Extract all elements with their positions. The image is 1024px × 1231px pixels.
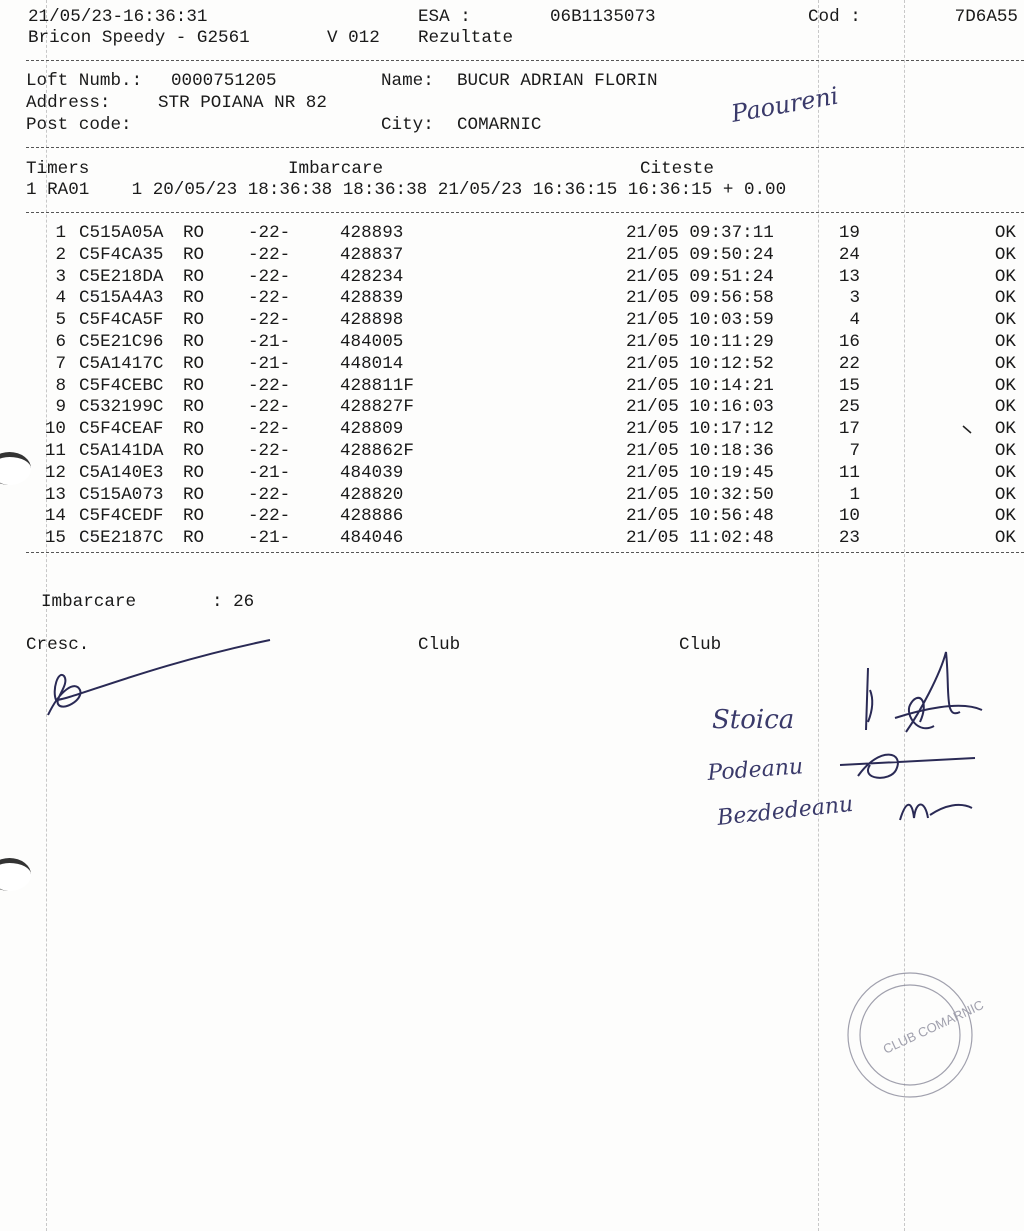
cell-year: -22-: [248, 266, 291, 287]
cell-position: 24: [838, 244, 860, 265]
postcode-label: Post code:: [26, 115, 132, 135]
cell-country: RO: [183, 441, 205, 461]
cell-chip: C515A4A3: [79, 288, 164, 309]
cell-year: -22-: [248, 419, 291, 440]
cell-ring: 428839: [340, 288, 404, 309]
cell-arrival: 21/05 09:56:58: [626, 288, 774, 309]
cell-no: 9: [55, 397, 66, 418]
cell-position: 1: [849, 484, 860, 505]
cell-no: 10: [44, 419, 66, 440]
cell-country: RO: [183, 506, 205, 527]
cell-ring: 428898: [340, 310, 404, 331]
cell-arrival: 21/05 10:17:12: [626, 419, 774, 440]
cell-position: 19: [838, 223, 860, 243]
cell-arrival: 21/05 10:11:29: [626, 332, 774, 352]
cell-status: OK: [994, 353, 1016, 374]
cell-arrival: 21/05 10:32:50: [626, 484, 774, 505]
cell-chip: C5E218DA: [79, 266, 164, 287]
club-stamp: [848, 973, 986, 1097]
header-cod-value: 7D6A55: [954, 7, 1018, 27]
cell-ring: 428827F: [340, 397, 414, 418]
header-program: Bricon Speedy - G2561: [28, 28, 250, 48]
cell-position: 22: [838, 353, 860, 374]
cell-no: 5: [55, 310, 66, 331]
cell-no: 4: [55, 288, 66, 309]
loft-value: 0000751205: [171, 71, 277, 91]
cell-arrival: 21/05 11:02:48: [626, 528, 774, 549]
cell-year: -22-: [248, 244, 291, 265]
cresc-label: Cresc.: [26, 635, 90, 655]
cell-position: 7: [849, 441, 860, 461]
signature-name-3: Bezdedeanu: [716, 791, 855, 831]
cell-status: OK: [994, 375, 1016, 396]
cell-year: -22-: [248, 441, 291, 461]
cell-no: 1: [55, 223, 66, 243]
cell-year: -22-: [248, 397, 291, 418]
header-title: Rezultate: [418, 28, 514, 48]
cell-no: 8: [55, 375, 66, 396]
signature-name-2: Podeanu: [706, 754, 804, 786]
cell-year: -21-: [248, 462, 291, 483]
cell-status: OK: [994, 397, 1016, 418]
cell-no: 6: [55, 332, 66, 352]
cell-no: 11: [44, 441, 66, 461]
cell-country: RO: [183, 288, 205, 309]
imbarcare-value: : 26: [212, 592, 255, 612]
cell-ring: 428862F: [340, 441, 414, 461]
cell-country: RO: [183, 419, 205, 440]
cell-chip: C5F4CA5F: [79, 310, 164, 331]
name-label: Name:: [381, 71, 434, 91]
cell-chip: C515A073: [79, 484, 164, 505]
cell-status: OK: [994, 528, 1016, 549]
header-version: V 012: [327, 28, 380, 48]
cell-arrival: 21/05 09:50:24: [626, 244, 774, 265]
cell-year: -22-: [248, 506, 291, 527]
cell-arrival: 21/05 10:14:21: [626, 375, 774, 396]
address-label: Address:: [26, 93, 111, 113]
cell-arrival: 21/05 10:18:36: [626, 441, 774, 461]
breeder-signature: [48, 640, 270, 715]
cell-status: OK: [994, 266, 1016, 287]
cell-position: 10: [838, 506, 860, 527]
cell-year: -22-: [248, 484, 291, 505]
cell-chip: C515A05A: [79, 223, 164, 243]
cell-country: RO: [183, 484, 205, 505]
cell-country: RO: [183, 375, 205, 396]
cell-chip: C5A140E3: [79, 462, 164, 483]
cell-no: 3: [55, 266, 66, 287]
cell-position: 25: [838, 397, 860, 418]
handwritten-note: Paoureni: [729, 81, 841, 128]
cell-status: OK: [994, 441, 1016, 461]
club-label-2: Club: [679, 635, 722, 655]
cell-ring: 428837: [340, 244, 404, 265]
cell-no: 14: [44, 506, 66, 527]
cell-status: OK: [994, 419, 1016, 440]
cell-no: 2: [55, 244, 66, 265]
cell-position: 3: [849, 288, 860, 309]
cell-position: 15: [838, 375, 860, 396]
stray-mark: [963, 426, 971, 433]
cell-chip: C5F4CEAF: [79, 419, 164, 440]
cell-country: RO: [183, 332, 205, 352]
cell-position: 11: [838, 462, 860, 483]
cell-country: RO: [183, 528, 205, 549]
cell-arrival: 21/05 09:51:24: [626, 266, 774, 287]
cell-year: -22-: [248, 375, 291, 396]
cell-arrival: 21/05 10:56:48: [626, 506, 774, 527]
cell-arrival: 21/05 10:16:03: [626, 397, 774, 418]
cell-year: -21-: [248, 332, 291, 352]
cell-ring: 484005: [340, 332, 404, 352]
cell-ring: 428820: [340, 484, 404, 505]
cell-ring: 484046: [340, 528, 404, 549]
city-label: City:: [381, 115, 434, 135]
address-value: STR POIANA NR 82: [158, 93, 327, 113]
timers-col-citeste: Citeste: [640, 159, 714, 179]
cell-status: OK: [994, 506, 1016, 527]
cell-country: RO: [183, 244, 205, 265]
cell-position: 16: [838, 332, 860, 352]
cell-year: -22-: [248, 288, 291, 309]
cell-chip: C5A141DA: [79, 441, 164, 461]
cell-position: 4: [849, 310, 860, 331]
cell-year: -22-: [248, 310, 291, 331]
cell-status: OK: [994, 223, 1016, 243]
cell-country: RO: [183, 462, 205, 483]
header-datetime: 21/05/23-16:36:31: [28, 7, 208, 27]
cell-country: RO: [183, 397, 205, 418]
signature-name-1: Stoica: [712, 705, 795, 735]
city-value: COMARNIC: [457, 115, 542, 135]
stamp-text: CLUB COMARNIC: [880, 997, 986, 1057]
cell-status: OK: [994, 244, 1016, 265]
cell-chip: C5A1417C: [79, 353, 164, 374]
cell-arrival: 21/05 10:12:52: [626, 353, 774, 374]
cell-ring: 428809: [340, 419, 404, 440]
cell-ring: 448014: [340, 353, 404, 374]
header-esa-value: 06B1135073: [550, 7, 656, 27]
cell-ring: 484039: [340, 462, 404, 483]
cell-country: RO: [183, 353, 205, 374]
cell-arrival: 21/05 09:37:11: [626, 223, 774, 243]
cell-status: OK: [994, 310, 1016, 331]
cell-status: OK: [994, 332, 1016, 352]
imbarcare-label: Imbarcare: [41, 592, 137, 612]
timers-col-timers: Timers: [26, 159, 90, 179]
cell-chip: C5F4CEBC: [79, 375, 164, 396]
cell-year: -22-: [248, 223, 291, 243]
cell-country: RO: [183, 310, 205, 331]
header-esa-label: ESA :: [418, 7, 471, 27]
cell-ring: 428234: [340, 266, 404, 287]
cell-year: -21-: [248, 353, 291, 374]
timers-col-imbarcare: Imbarcare: [288, 159, 384, 179]
cell-country: RO: [183, 223, 205, 243]
committee-signatures: [840, 652, 982, 820]
cell-year: -21-: [248, 528, 291, 549]
cell-status: OK: [994, 484, 1016, 505]
cell-position: 23: [838, 528, 860, 549]
cell-position: 17: [838, 419, 860, 440]
club-label-1: Club: [418, 635, 461, 655]
cell-status: OK: [994, 462, 1016, 483]
cell-arrival: 21/05 10:19:45: [626, 462, 774, 483]
cell-chip: C532199C: [79, 397, 164, 418]
cell-chip: C5F4CA35: [79, 244, 164, 265]
timers-row: 1 RA01 1 20/05/23 18:36:38 18:36:38 21/05/23 16:36:15 16:36:15 + 0.00: [26, 180, 787, 200]
cell-ring: 428811F: [340, 375, 414, 396]
cell-chip: C5F4CEDF: [79, 506, 164, 527]
header-cod-label: Cod :: [808, 7, 861, 27]
cell-country: RO: [183, 266, 205, 287]
loft-label: Loft Numb.:: [26, 71, 143, 91]
name-value: BUCUR ADRIAN FLORIN: [457, 71, 658, 91]
cell-ring: 428893: [340, 223, 404, 243]
cell-chip: C5E21C96: [79, 332, 164, 352]
cell-no: 12: [44, 462, 66, 483]
cell-ring: 428886: [340, 506, 404, 527]
cell-no: 15: [44, 528, 66, 549]
cell-status: OK: [994, 288, 1016, 309]
cell-no: 13: [44, 484, 66, 505]
cell-chip: C5E2187C: [79, 528, 164, 549]
cell-position: 13: [838, 266, 860, 287]
cell-no: 7: [55, 353, 66, 374]
cell-arrival: 21/05 10:03:59: [626, 310, 774, 331]
